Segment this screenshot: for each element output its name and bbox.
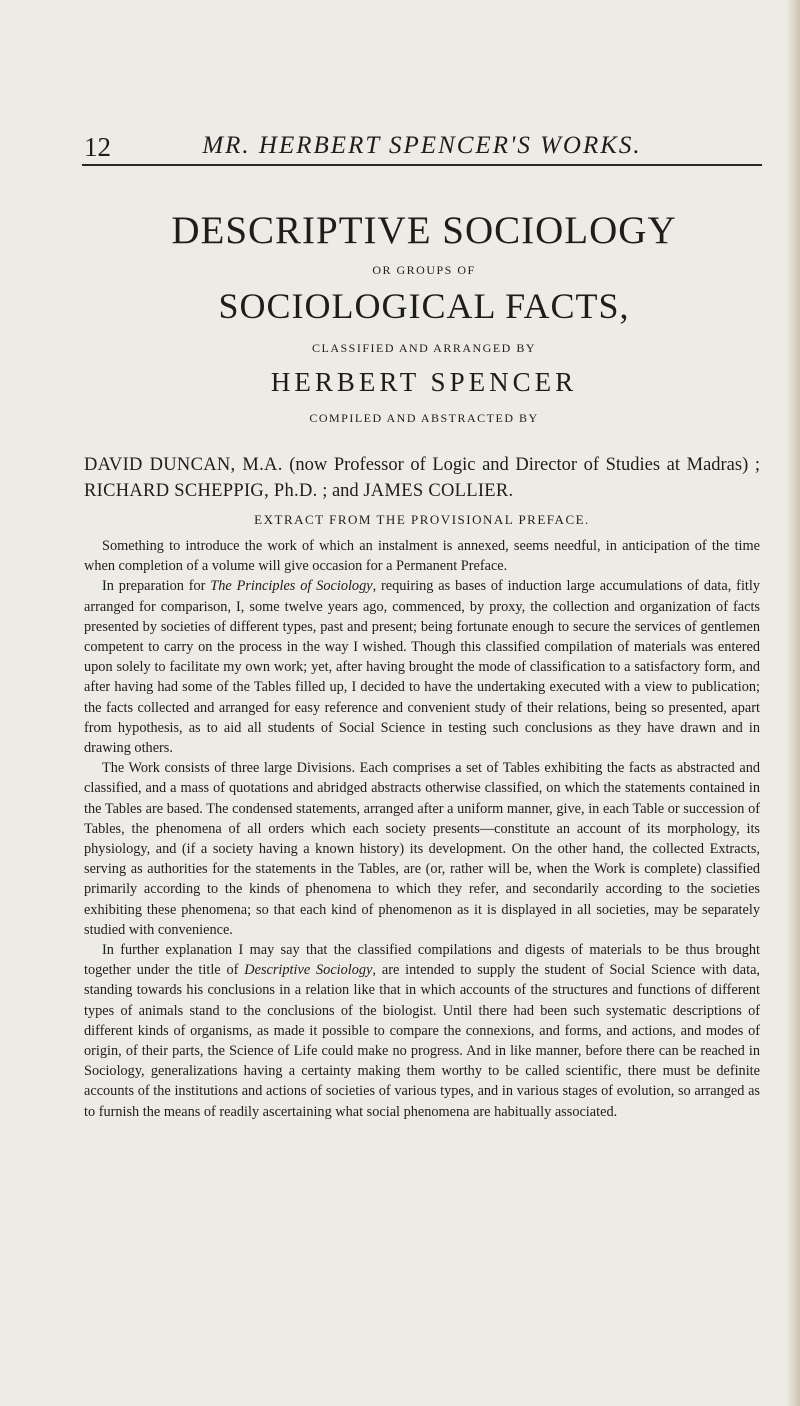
paragraph: Something to introduce the work of which an instalment is annexed, seems needful, in anticipation of the time when completion of a volume will give occasion for a Permanent Preface. [84,538,760,575]
paragraph: In preparation for The Principles of Sociology, requiring as bases of induction large accumulations of data, fitly arranged for comparison, I, some twelve years ago, commenced, by proxy, the collection and organization of facts presented by societies of different types, past and present; being fortunate enough to secure the services of gentlemen competent to carry on the process in the way I wished. Though this classified compilation of materials was entered upon solely to facilitate my own work; yet, after having brought the mode of classification to a satisfactory form, and after having had some of the Tables filled up, I decided to have the undertaking executed with a view to publication; the facts collected and arranged for easy reference and convenient study of their relations, being so presented, apart from hypothesis, as to aid all students of Social Science in testing such conclusions as they have drawn and in drawing others. [84,578,761,757]
title-connector: OR GROUPS OF [372,263,476,277]
compiler-name: RICHARD SCHEPPIG, Ph.D. [84,481,318,501]
extract-heading: EXTRACT FROM THE PROVISIONAL PREFACE. [254,512,590,527]
compiler-name: JAMES COLLIER. [363,481,514,501]
compiler-name: DAVID DUNCAN, M.A. [84,455,283,475]
book-title-reference: Descriptive Sociology [244,962,373,979]
compiler-role: (now Professor of Logic and Director of Studies at Madras) ; [282,455,760,475]
title-block [84,208,764,426]
running-title: MR. HERBERT SPENCER'S WORKS. [202,132,642,159]
classified-by-line: CLASSIFIED AND ARRANGED BY [311,341,537,355]
page-number: 12 [84,132,111,162]
author-name: HERBERT SPENCER [270,367,578,397]
paragraph: In further explanation I may say that the classified compilations and digests of materials to be thus brought together under the title of Descriptive Sociology, are intended to supply the student of Social Science with data, standing towards his conclusions in a relation like that in which accounts of the structures and functions of different types of animals stand to the conclusions of the biologist. Until there had been such systematic descriptions of different kinds of organisms, as made it possible to compare the connexions, and forms, and actions, and modes of origin, of their parts, the Science of Life could make no progress. And in like manner, before there can be reached in Sociology, generalizations having a certainty making them worthy to be called scientific, there must be definite accounts of the institutions and actions of societies of various types, and in various stages of evolution, so arranged as to furnish the means of readily ascertaining what social phenomena are habitually associated. [84,942,760,1120]
running-head [84,132,760,162]
preface-text [84,536,760,1122]
book-title: DESCRIPTIVE SOCIOLOGY [171,209,677,252]
book-subtitle: SOCIOLOGICAL FACTS, [218,286,630,326]
paragraph: The Work consists of three large Divisions. Each comprises a set of Tables exhibiting the facts as abstracted and classified, and a mass of quotations and abridged abstracts otherwise classified, on which the statements contained in the Tables are based. The condensed statements, arranged after a uniform manner, give, in each Table or succession of Tables, the phenomena of all orders which each society presents—constitute an account of its morphology, its physiology, and (if a society having a known history) its development. On the other hand, the collected Extracts, serving as authorities for the statements in the Tables, are (or, rather will be, when the Work is complete) classified primarily according to the kinds of phenomena to which they refer, and secondarily according to the societies exhibiting these phenomena; so that each kind of phenomenon as it is displayed in all societies, may be separately studied with convenience. [84,760,760,938]
header-rule [82,164,762,166]
compiled-by-line: COMPILED AND ABSTRACTED BY [309,411,539,425]
compiler-separator: ; and [317,481,364,501]
page-edge-shadow [786,0,800,1406]
compilers-line [84,452,760,504]
book-title-reference: The Principles of Sociology [210,578,373,595]
